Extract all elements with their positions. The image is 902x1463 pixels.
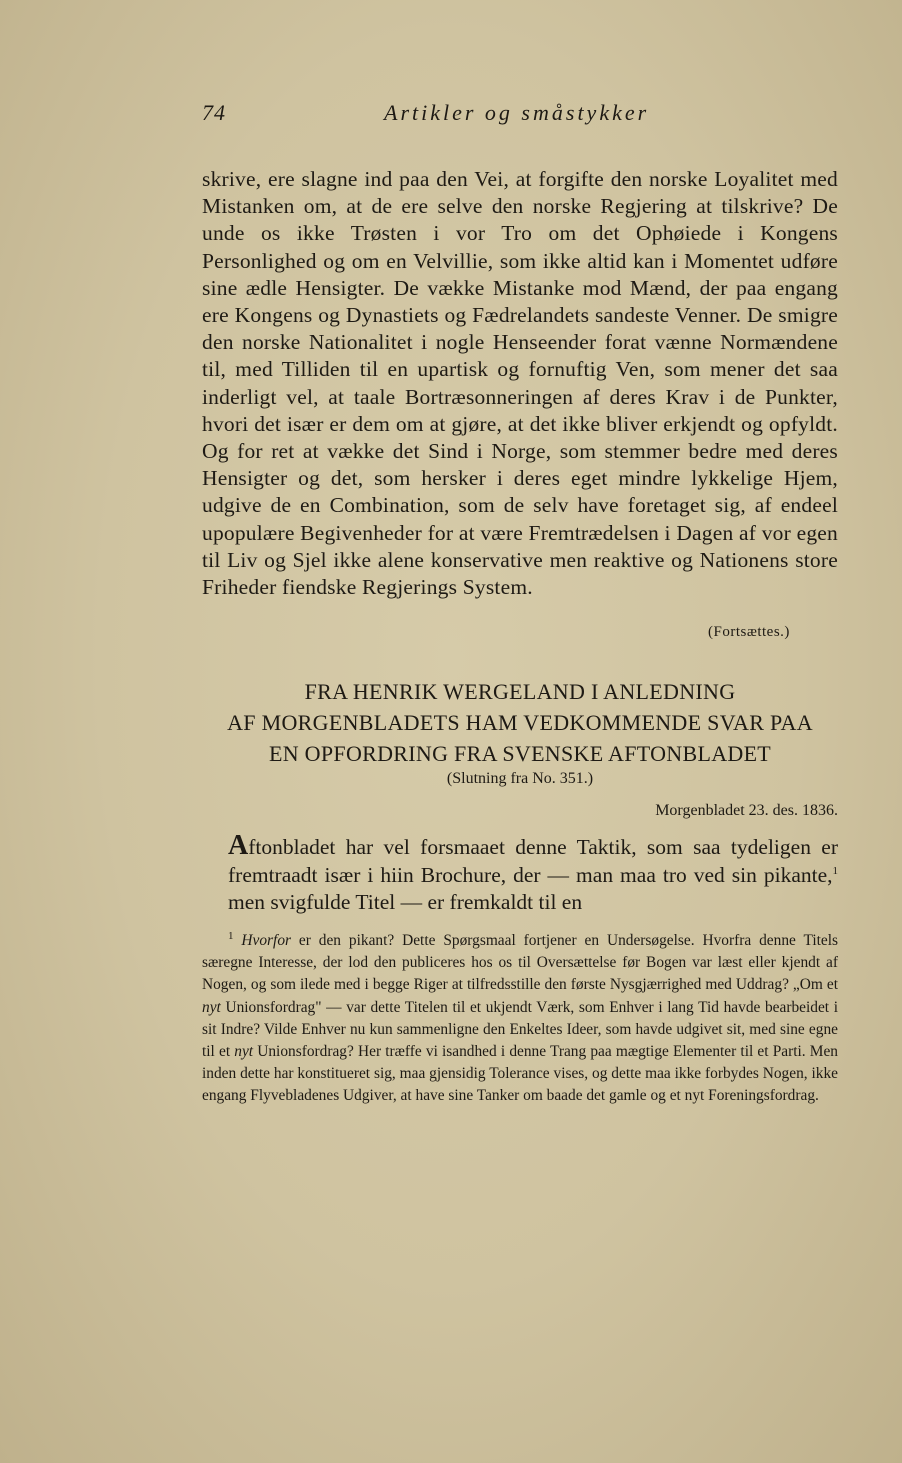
article-title-line: AF MORGENBLADETS HAM VEDKOMMENDE SVAR PAA [227,710,813,735]
footnote-italic: Hvorfor [241,932,291,949]
running-head [202,100,842,134]
body-paragraph: skrive, ere slagne ind paa den Vei, at forgifte den norske Loyalitet med Mistanken om, at de ere selve den norske Regjering at tilskrive? De unde os ikke Trøsten i vor Tro om det Ophøiede i Kongens Personlighed og om en Velvillie, som ikke altid kan i Momentet udføre sine ædle Hensigter. De vække Mistanke mod Mænd, der paa engang ere Kongens og Dynastiets og Fædrelandets sandeste Venner. De smigre den norske Nationalitet i nogle Henseender forat vænne Normændene til, med Tilliden til en upartisk og fornuftig Ven, som mener det saa inderligt vel, at taale Bortræsonneringen af deres Krav i de Punkter, hvori det især er dem om at gjøre, at det ikke bliver erkjendt og opfyldt. Og for ret at vække det Sind i Norge, som stemmer bedre med deres Hensigter og det, som hersker i deres eget mindre lykkelige Hjem, udgive de en Combination, som de selv have foretaget sig, af endeel upopulære Begivenheder for at være Fremtrædelsen i Dagen af vor egen til Liv og Sjel ikke alene konservative men reaktive og Nationens store Friheder fiendske Regjerings System. [202,167,838,600]
footnote-marker: 1 [228,929,234,942]
footnote [202,930,838,1108]
running-title: Artikler og småstykker [384,100,650,125]
article-title-line: EN OPFORDRING FRA SVENSKE AFTONBLADET [268,741,772,766]
footnote-text: Unionsfordrag? Her træffe vi isandhed i denne Trang paa mægtige Elementer til et Parti. Men inden dette har konstitueret sig, maa gjensidig Tolerance vises, og dette maa ikke forbydes Nogen, ikke engang Flyvebladenes Udgiver, at have sine Tanker om baade det gamle og et nyt Foreningsfordrag. [202,1043,838,1105]
body-text [202,166,838,601]
footnote-text: er den pikant? Dette Spørgsmaal fortjener en Undersøgelse. Hvorfra denne Titels særegne Interesse, der lod den publiceres hos os til Oversættelse før Bogen var læst eller kjendt af Nogen, og som ilede med i begge Riger at tilfredsstille den første Nysgjærrighed med Uddrag? „Om et [202,932,838,994]
footnote-reference: 1 [832,864,838,877]
continued-note: (Fortsættes.) [708,624,790,640]
article-text: ftonbladet har vel forsmaaet denne Taktik, som saa tydeligen er fremtraadt især i hiin Brochure, der — man maa tro ved sin pikante, [228,835,838,887]
continuation-note: (Slutning fra No. 351.) [446,770,594,787]
article-paragraph [228,832,838,917]
article-title-line: FRA HENRIK WERGELAND I ANLEDNING [304,679,736,704]
page-number: 74 [202,100,226,125]
footnote-italic: nyt [234,1043,254,1061]
footnote-text: Unionsfordrag" — var dette Titelen til et ukjendt Værk, som Enhver i lang Tid havde bearbeidet i sit Indre? Vilde Enhver nu kun sammenligne den Enkeltes Ideer, som havde udgivet sit, med sine egne til et [202,998,838,1061]
article-text: men svigfulde Titel — er fremkaldt til en [228,890,583,915]
footnote-italic: nyt [202,998,221,1016]
article-body [228,832,838,917]
footnote-paragraph [202,930,838,1108]
article-title [202,676,838,769]
drop-cap: A [228,830,249,861]
source-line: Morgenbladet 23. des. 1836. [655,802,838,819]
